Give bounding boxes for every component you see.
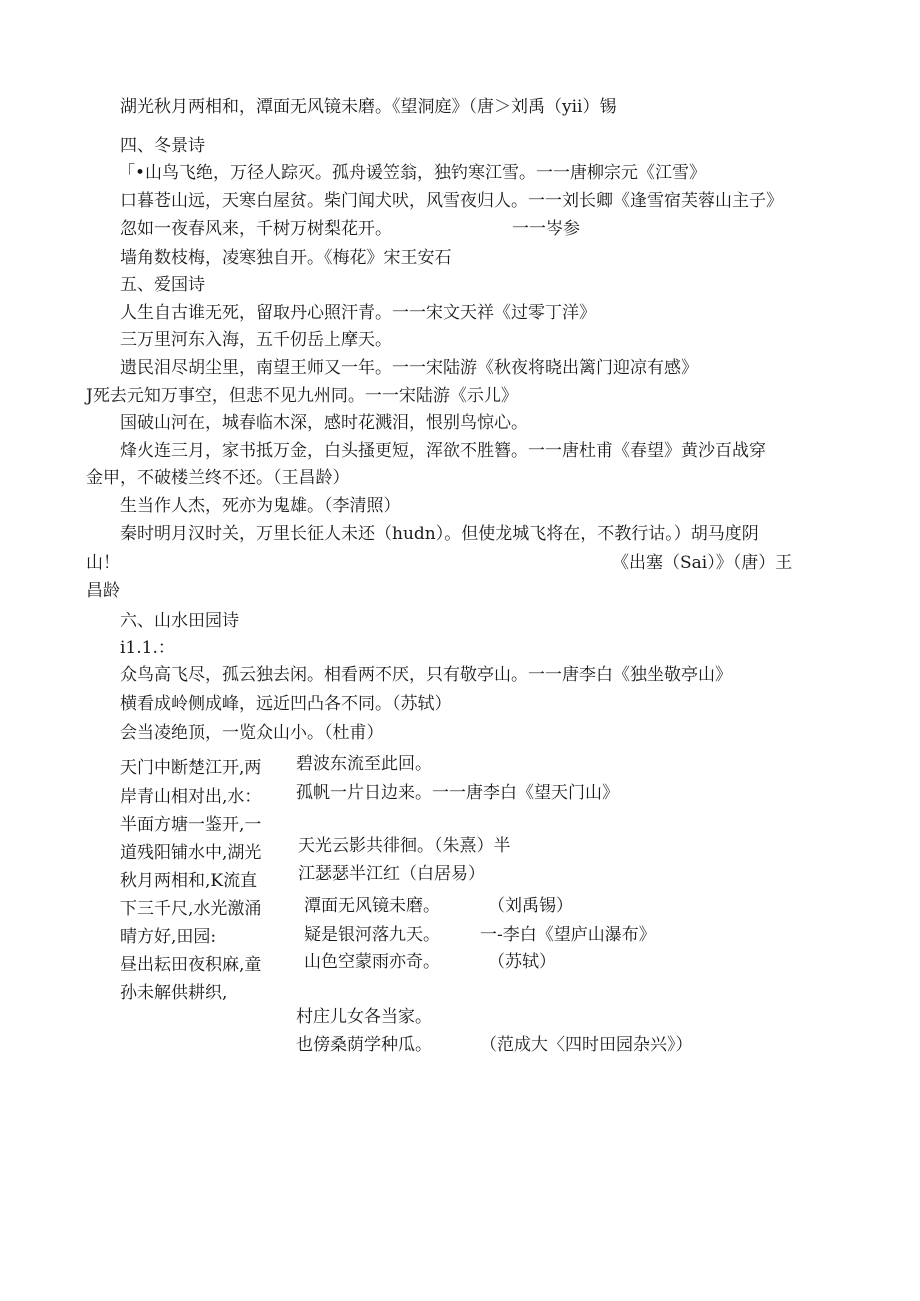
left-column-line: 晴方好,田园: (120, 927, 217, 947)
poem-line: 遗民泪尽胡尘里，南望王师又一年。一一宋陆游《秋夜将晓出篱门迎凉有感》 (120, 358, 698, 378)
left-column-line: 秋月两相和,K流直 (120, 871, 258, 891)
right-column-attribution: （苏轼） (488, 952, 556, 972)
poem-line: 秦时明月汉时关，万里长征人未还（hudn）。但使龙城飞将在，不教行诂。）胡马度阴 (120, 524, 759, 544)
right-column-line: 疑是银河落九天。 (304, 925, 440, 945)
poem-attribution: 昌龄 (86, 581, 120, 601)
section-heading: 六、山水田园诗 (120, 611, 239, 631)
poem-line: 湖光秋月两相和，潭面无风镜未磨。《望洞庭》（唐＞刘禹（yii）锡 (120, 97, 617, 117)
right-column-line: 山色空蒙雨亦奇。 (304, 952, 440, 972)
poem-line: 「•山鸟飞绝，万径人踪灭。孤舟谖笠翁，独钓寒江雪。一一唐柳宗元《江雪》 (118, 163, 707, 183)
poem-line: 会当凌绝顶，一览众山小。（杜甫） (120, 723, 384, 743)
right-column-line: 碧波东流至此回。 (296, 754, 432, 774)
section-heading: 四、冬景诗 (120, 136, 205, 156)
left-column-line: 道残阳铺水中,湖光 (120, 843, 262, 863)
poem-line: J死去元知万事空，但悲不见九州同。一一宋陆游《示儿》 (86, 386, 518, 406)
poem-attribution: 《出塞（Sai）》（唐）王 (612, 553, 793, 573)
poem-line: 口暮苍山远，天寒白屋贫。柴门闻犬吠，风雪夜归人。一一刘长卿《逢雪宿芙蓉山主子》 (120, 191, 783, 211)
right-column-line: 天光云影共徘徊。（朱熹）半 (298, 836, 511, 856)
left-column-line: 下三千尺,水光激涌 (120, 899, 262, 919)
poem-line: i1.1.： (120, 638, 175, 658)
poem-line: 国破山河在，城春临木深，感时花溅泪，恨别鸟惊心。 (120, 413, 528, 433)
right-column-line: 也傍桑荫学种瓜。 (296, 1035, 432, 1055)
left-column-line: 孙未解供耕织, (120, 983, 228, 1003)
right-column-line: 村庄儿女各当家。 (296, 1007, 432, 1027)
left-column-line: 半面方塘一鉴开,一 (120, 815, 262, 835)
poem-line: 生当作人杰，死亦为鬼雄。（李清照） (120, 496, 401, 516)
poem-line: 三万里河东入海，五千仞岳上摩天。 (120, 330, 392, 350)
right-column-line: 江瑟瑟半江红（白居易） (298, 864, 485, 884)
section-heading: 五、爱国诗 (120, 275, 205, 295)
poem-line: 横看成岭侧成峰，远近凹凸各不同。（苏轼） (120, 694, 452, 714)
poem-line: 忽如一夜春风来，千树万树梨花开。 (120, 219, 392, 239)
right-column-attribution: （范成大〈四时田园杂兴》） (480, 1035, 693, 1055)
poem-line: 墙角数枝梅，凌寒独自开。《梅花》宋王安石 (120, 248, 452, 268)
poem-line: 山！ (86, 553, 120, 573)
right-column-attribution: （刘禹锡） (488, 896, 573, 916)
right-column-attribution: 一-李白《望庐山瀑布》 (480, 925, 656, 945)
left-column-line: 岸青山相对出,水： (120, 787, 262, 807)
right-column-line: 孤帆一片日边来。一一唐李白《望天门山》 (296, 783, 619, 803)
left-column-line: 天门中断楚江开,两 (120, 758, 262, 778)
poem-line: 烽火连三月，家书抵万金，白头搔更短，浑欲不胜簪。一一唐杜甫《春望》黄沙百战穿 (120, 441, 766, 461)
poem-line: 众鸟高飞尽，孤云独去闲。相看两不厌，只有敬亭山。一一唐李白《独坐敬亭山》 (120, 665, 732, 685)
right-column-line: 潭面无风镜未磨。 (304, 896, 440, 916)
poem-attribution: 一一岑参 (512, 219, 580, 239)
poem-line: 人生自古谁无死，留取丹心照汗青。一一宋文天祥《过零丁洋》 (120, 303, 596, 323)
left-column-line: 昼出耘田夜积麻,童 (120, 955, 262, 975)
poem-line: 金甲，不破楼兰终不还。（王昌龄） (86, 468, 350, 488)
